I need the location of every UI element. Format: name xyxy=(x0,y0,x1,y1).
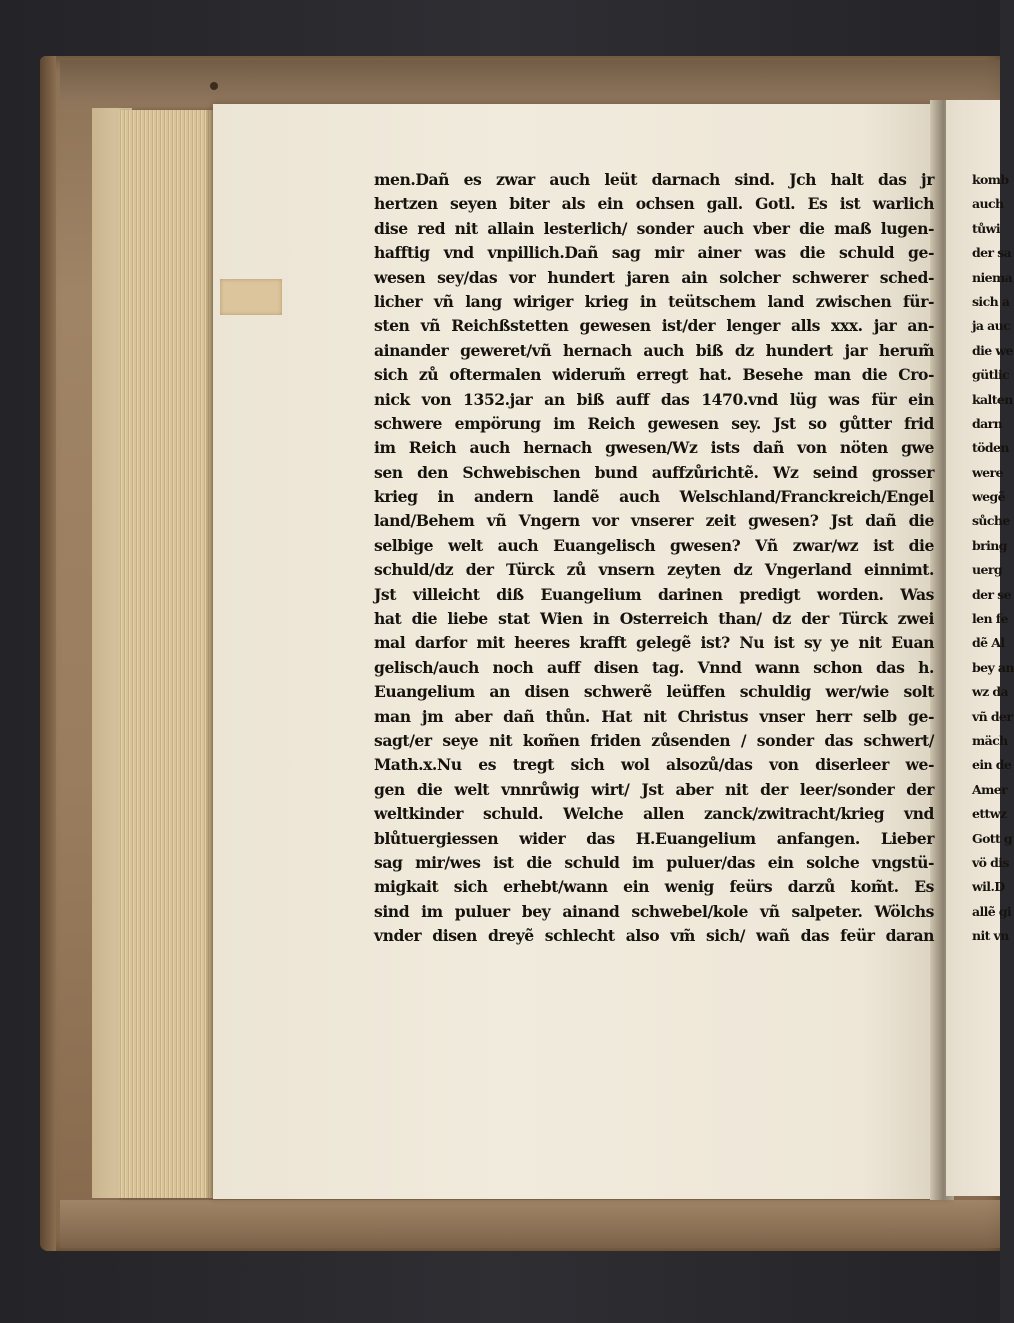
text-line: Euangelium an disen schwerẽ leüffen schuldig wer/wie solt xyxy=(374,682,934,702)
text-line: sag mir/wes ist die schuld im puluer/das ein solche vngstü- xyxy=(374,852,934,872)
next-page-fragment: sich a xyxy=(972,293,1010,309)
next-page-fragment: wz da xyxy=(972,684,1009,700)
next-page-fragment: len fe xyxy=(972,611,1008,627)
text-line: sich zů oftermalen widerum̃ erregt hat. Besehe man die Cro- xyxy=(374,365,934,385)
next-page-fragment: wegẽ xyxy=(972,489,1006,505)
next-page-fragment: tůwi xyxy=(972,220,1000,236)
text-line: vnder disen dreyẽ schlecht also vm̃ sich/ wañ das feür daran xyxy=(374,926,934,946)
text-line: dise red nit allain lesterlich/ sonder auch vber die maß lugen- xyxy=(374,218,934,238)
page-text xyxy=(374,168,934,949)
text-line: krieg in andern landẽ auch Welschland/Franckreich/Engel xyxy=(374,487,934,507)
text-line: gen die welt vnnrůwig wirt/ Jst aber nit der leer/sonder der xyxy=(374,779,934,799)
text-line: nick von 1352.jar an biß auff das 1470.vnd lüg was für ein xyxy=(374,389,934,409)
next-page-fragment: ettwz xyxy=(972,806,1007,822)
next-page-fragment: bey an xyxy=(972,659,1014,675)
text-line: schuld/dz der Türck zů vnsern zeyten dz Vngerland einnimt. xyxy=(374,560,934,580)
next-page-fragment: gütlic xyxy=(972,367,1010,383)
next-page-fragment: bring xyxy=(972,537,1007,553)
text-line: ainander geweret/vñ hernach auch biß dz hundert jar herum̃ xyxy=(374,340,934,360)
next-page-fragment: auch xyxy=(972,196,1004,212)
text-line: wesen sey/das vor hundert jaren ain solcher schwerer sched- xyxy=(374,267,934,287)
text-line: sind im puluer bey ainand schwebel/kole vñ salpeter. Wölchs xyxy=(374,901,934,921)
next-page-fragment: vñ der xyxy=(972,708,1013,724)
next-page-fragment: wil.D xyxy=(972,879,1005,895)
text-line: weltkinder schuld. Welche allen zanck/zwitracht/krieg vnd xyxy=(374,804,934,824)
next-page-fragment: nit vn xyxy=(972,928,1009,944)
next-page-fragment: die we xyxy=(972,342,1013,358)
next-page-fragment: töden xyxy=(972,440,1009,456)
next-page-fragment: Amer xyxy=(972,781,1008,797)
text-line: mal darfor mit heeres krafft gelegẽ ist? Nu ist sy ye nit Euan xyxy=(374,633,934,653)
text-line: men.Dañ es zwar auch leüt darnach sind. Jch halt das jr xyxy=(374,170,934,189)
text-line: blůtuergiessen wider das H.Euangelium anfangen. Lieber xyxy=(374,828,934,848)
next-page-fragment: mäch xyxy=(972,732,1008,748)
next-page-text xyxy=(972,168,1014,949)
next-page-fragment: der se xyxy=(972,586,1012,602)
text-line: gelisch/auch noch auff disen tag. Vnnd wann schon das h. xyxy=(374,657,934,677)
next-page-fragment: dẽ Al xyxy=(972,635,1005,651)
next-page-fragment: ein de xyxy=(972,757,1012,773)
text-line: sagt/er seye nit kom̃en friden zůsenden / sonder das schwert/ xyxy=(374,730,934,750)
next-page-fragment: komb xyxy=(972,172,1009,187)
next-page-fragment: ja auc xyxy=(972,318,1011,334)
text-line: im Reich auch hernach gwesen/Wz ists dañ von nöten gwe xyxy=(374,438,934,458)
text-line: land/Behem vñ Vngern vor vnserer zeit gwesen? Jst dañ die xyxy=(374,511,934,531)
next-page-fragment: sůche xyxy=(972,513,1010,529)
text-line: sen den Schwebischen bund auffzůrichtẽ. Wz seind grosser xyxy=(374,462,934,482)
next-page-fragment: allẽ gi xyxy=(972,903,1012,919)
text-line: selbige welt auch Euangelisch gwesen? Vñ zwar/wz ist die xyxy=(374,535,934,555)
next-page-fragment: uerg xyxy=(972,562,1002,578)
text-line: schwere empörung im Reich gewesen sey. Jst so gůtter frid xyxy=(374,413,934,433)
cover-nail xyxy=(210,82,218,90)
bookmark-slip xyxy=(220,279,282,315)
next-page-fragment: darn xyxy=(972,415,1003,431)
text-line: man jm aber dañ thůn. Hat nit Christus vnser herr selb ge- xyxy=(374,706,934,726)
cover-top-board xyxy=(60,60,1000,104)
text-line: sten vñ Reichßstetten gewesen ist/der lenger alls xxx. jar an- xyxy=(374,316,934,336)
text-line: migkait sich erhebt/wann ein wenig feürs darzů kom̃t. Es xyxy=(374,877,934,897)
page-edges xyxy=(118,110,214,1198)
text-line: Jst villeicht diß Euangelium darinen predigt worden. Was xyxy=(374,584,934,604)
text-line: hertzen seyen biter als ein ochsen gall. Gotl. Es ist warlich xyxy=(374,194,934,214)
cover-bottom-board xyxy=(60,1200,1000,1248)
text-line: hafftig vnd vnpillich.Dañ sag mir ainer was die schuld ge- xyxy=(374,243,934,263)
text-line: Math.x.Nu es tregt sich wol alsozů/das von diserleer we- xyxy=(374,755,934,775)
next-page-fragment: kalten xyxy=(972,391,1013,407)
next-page-fragment: niema xyxy=(972,269,1013,285)
next-page-fragment: were xyxy=(972,464,1003,480)
text-line: hat die liebe stat Wien in Osterreich than/ dz der Türck zwei xyxy=(374,609,934,629)
next-page-fragment: Gott g xyxy=(972,830,1013,846)
text-line: licher vñ lang wiriger krieg in teütschem land zwischen für- xyxy=(374,291,934,311)
next-page-fragment: vö dis xyxy=(972,854,1009,870)
next-page-fragment: der sa xyxy=(972,245,1012,261)
cover-edge xyxy=(40,56,56,1251)
